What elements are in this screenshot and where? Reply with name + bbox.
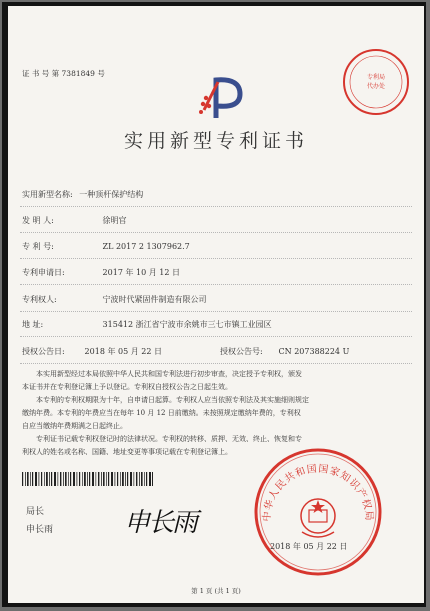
address-value: 315412 浙江省宁波市余姚市三七市镇工业园区 [102, 320, 272, 329]
auth-number-value: CN 207388224 U [278, 347, 350, 356]
auth-date-row [22, 346, 162, 357]
patent-number-label: 专 利 号: [22, 242, 54, 251]
inventor-value: 徐明官 [102, 216, 127, 225]
auth-date-value: 2018 年 05 月 22 日 [84, 347, 162, 356]
paragraph-line: 利权人的姓名或名称、国籍、地址变更等事项记载在专利登记簿上。 [22, 448, 232, 456]
inventor-label: 发 明 人: [22, 216, 54, 225]
patentee-value: 宁波时代紧固件制造有限公司 [102, 295, 207, 304]
svg-text:专利局: 专利局 [366, 74, 386, 81]
svg-text:中华人民共和国国家知识产权局 [260, 463, 376, 522]
official-seal [248, 442, 388, 582]
divider [20, 258, 412, 260]
address-row [22, 319, 272, 330]
name-value: 一种顶杆保护结构 [79, 190, 144, 199]
divider [20, 363, 412, 365]
seal-text: 中华人民共和国国家知识产权局 [261, 463, 375, 523]
inventor-row [22, 215, 127, 226]
paragraph-line: 专利证书记载专利权登记时的法律状况。专利权的转移、质押、无效、终止、恢复和专 [36, 435, 302, 443]
paragraph-line: 缴纳年费。本专利的年费应当在每年 10 月 12 日前缴纳。未按照规定缴纳年费的，专利权 [22, 409, 301, 417]
svg-text:代办处: 代办处 [366, 83, 386, 90]
divider [20, 206, 412, 208]
divider [20, 232, 412, 234]
paragraph-line: 自应当缴纳年费期满之日起终止。 [22, 422, 127, 430]
auth-number-label: 授权公告号: [220, 347, 263, 356]
signature-title: 局长 [26, 507, 45, 517]
signature-name: 申长雨 [26, 525, 54, 535]
auth-date-label: 授权公告日: [22, 347, 65, 356]
patent-number-value: ZL 2017 2 1307962.7 [102, 242, 190, 251]
divider [20, 284, 412, 286]
certificate-page [8, 6, 424, 603]
filing-date-value: 2017 年 10 月 12 日 [102, 268, 180, 277]
address-label: 地 址: [22, 320, 44, 329]
patent-number-row [22, 241, 190, 252]
divider [20, 336, 412, 338]
page-footer: 第 1 页 (共 1 页) [191, 587, 241, 595]
patentee-row [22, 294, 207, 305]
auth-number-row [220, 346, 349, 357]
name-row [22, 189, 143, 200]
paragraph-line: 本专利的专利权期限为十年，自申请日起算。专利权人应当依照专利法及其实施细则规定 [36, 396, 309, 404]
divider [20, 311, 412, 313]
patentee-label: 专利权人: [22, 295, 57, 304]
certificate-number: 证 书 号 第 7381849 号 [22, 69, 105, 78]
paragraph-line: 本实用新型经过本局依照中华人民共和国专利法进行初步审查，决定授予专利权，颁发 [36, 370, 302, 378]
name-label: 实用新型名称: [22, 190, 73, 199]
cnipa-logo-icon [196, 70, 248, 122]
handwritten-signature: 申长雨 [124, 508, 197, 538]
filing-date-label: 专利申请日: [22, 268, 65, 277]
office-stamp [340, 46, 412, 118]
filing-date-row [22, 267, 180, 278]
seal-date: 2018 年 05 月 22 日 [270, 542, 348, 551]
page-title: 实用新型专利证书 [123, 130, 308, 152]
barcode [22, 472, 154, 486]
paragraph-line: 本证书并在专利登记簿上予以登记。专利权自授权公告之日起生效。 [22, 383, 232, 391]
